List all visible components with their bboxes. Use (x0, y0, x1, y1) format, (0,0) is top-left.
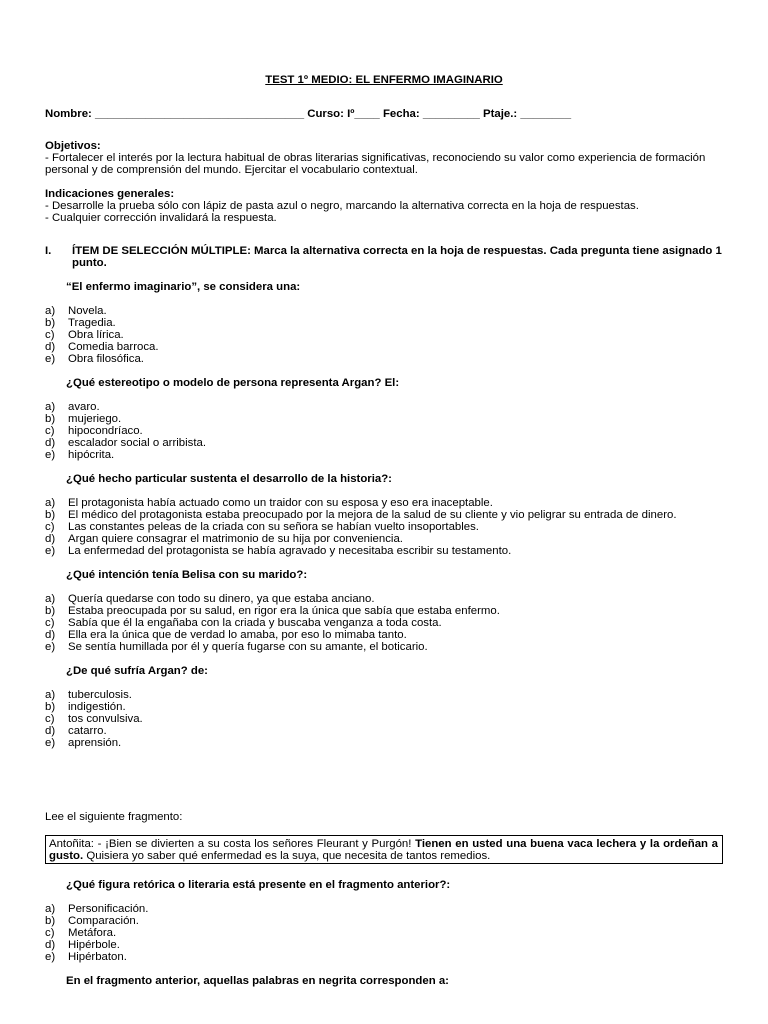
instructions-heading: Indicaciones generales: (45, 188, 175, 200)
option-text: tuberculosis. (68, 689, 132, 701)
option-item (45, 951, 723, 963)
option-text: Las constantes peleas de la criada con su señora se habían vuelto insoportables. (68, 521, 479, 533)
option-letter: d) (45, 533, 56, 545)
option-text: avaro. (68, 401, 100, 413)
option-letter: c) (45, 617, 55, 629)
option-text: mujeriego. (68, 413, 122, 425)
option-letter: a) (45, 497, 56, 509)
option-text: escalador social o arribista. (68, 437, 207, 449)
option-item (45, 605, 723, 617)
option-item (45, 725, 723, 737)
option-letter: b) (45, 509, 56, 521)
score-field: Ptaje.: ________ (483, 108, 572, 120)
option-letter: c) (45, 713, 55, 725)
options-list (45, 689, 723, 749)
option-item (45, 593, 723, 605)
option-letter: d) (45, 437, 56, 449)
question-title: ¿Qué figura retórica o literaria está presente en el fragmento anterior?: (66, 879, 451, 891)
option-item (45, 939, 723, 951)
option-item (45, 545, 723, 557)
section-text: ÍTEM DE SELECCIÓN MÚLTIPLE: Marca la alternativa correcta en la hoja de respuestas. Cada pregunta tiene asignado 1 punto. (72, 245, 722, 269)
student-header (45, 108, 723, 120)
option-text: Novela. (68, 305, 107, 317)
option-text: Quería quedarse con todo su dinero, ya que estaba anciano. (68, 593, 375, 605)
option-text: aprensión. (68, 737, 122, 749)
option-letter: c) (45, 927, 55, 939)
option-item (45, 713, 723, 725)
option-text: Metáfora. (68, 927, 117, 939)
option-letter: b) (45, 605, 56, 617)
option-text: Obra lírica. (68, 329, 124, 341)
option-text: Tragedia. (68, 317, 116, 329)
option-text: Hipérbole. (68, 939, 120, 951)
question-title: En el fragmento anterior, aquellas palabras en negrita corresponden a: (66, 975, 449, 987)
instruction-line: - Desarrolle la prueba sólo con lápiz de pasta azul o negro, marcando la alternativa correcta en la hoja de respuestas. (45, 200, 639, 212)
option-letter: d) (45, 629, 56, 641)
option-letter: a) (45, 305, 56, 317)
option-text: La enfermedad del protagonista se había agravado y necesitaba escribir su testamento. (68, 545, 512, 557)
option-text: El médico del protagonista estaba preocupado por la mejora de la salud de su cliente y vio peligrar su entrada de dinero. (68, 509, 677, 521)
option-item (45, 401, 723, 413)
question-title: ¿Qué estereotipo o modelo de persona representa Argan? El: (66, 377, 400, 389)
option-item (45, 521, 723, 533)
option-text: Obra filosófica. (68, 353, 144, 365)
option-letter: c) (45, 425, 55, 437)
options-list (45, 497, 723, 557)
option-text: indigestión. (68, 701, 126, 713)
instructions-block (45, 188, 723, 224)
option-letter: e) (45, 545, 56, 557)
option-item (45, 437, 723, 449)
option-text: Personificación. (68, 903, 149, 915)
option-item (45, 617, 723, 629)
fragment-lead: Lee el siguiente fragmento: (45, 811, 183, 823)
option-text: El protagonista había actuado como un traidor con su esposa y eso era inaceptable. (68, 497, 493, 509)
option-text: Comedia barroca. (68, 341, 159, 353)
option-letter: a) (45, 903, 56, 915)
option-item (45, 317, 723, 329)
date-field: Fecha: _________ (382, 108, 480, 120)
option-letter: a) (45, 401, 56, 413)
fragment-box (45, 835, 723, 864)
option-item (45, 641, 723, 653)
option-item (45, 329, 723, 341)
option-text: tos convulsiva. (68, 713, 143, 725)
option-text: catarro. (68, 725, 107, 737)
option-text: Comparación. (68, 915, 139, 927)
option-letter: a) (45, 593, 56, 605)
option-letter: d) (45, 725, 56, 737)
option-text: hipócrita. (68, 449, 115, 461)
option-letter: e) (45, 641, 56, 653)
objectives-heading: Objetivos: (45, 140, 101, 152)
option-item (45, 353, 723, 365)
option-text: hipocondríaco. (68, 425, 143, 437)
option-item (45, 701, 723, 713)
name-field: Nombre: _________________________________ (45, 108, 305, 120)
option-text: Se sentía humillada por él y quería fugarse con su amante, el boticario. (68, 641, 428, 653)
option-item (45, 509, 723, 521)
options-list (45, 903, 723, 963)
question-title: ¿De qué sufría Argan? de: (66, 665, 208, 677)
option-letter: b) (45, 915, 56, 927)
option-item (45, 449, 723, 461)
option-text: Argan quiere consagrar el matrimonio de su hija por conveniencia. (68, 533, 403, 545)
option-item (45, 341, 723, 353)
option-item (45, 689, 723, 701)
option-letter: c) (45, 329, 55, 341)
option-letter: e) (45, 449, 56, 461)
option-text: Ella era la única que de verdad lo amaba, por eso lo mimaba tanto. (68, 629, 407, 641)
option-letter: e) (45, 951, 56, 963)
option-letter: d) (45, 939, 56, 951)
option-text: Estaba preocupada por su salud, en rigor era la única que sabía que estaba enfermo. (68, 605, 500, 617)
option-letter: b) (45, 317, 56, 329)
option-letter: e) (45, 737, 56, 749)
fragment-bold-text: Tienen en usted una buena vaca lechera y la ordeñan a gusto. (49, 838, 719, 862)
question-title: “El enfermo imaginario”, se considera una: (66, 281, 301, 293)
option-item (45, 425, 723, 437)
section-heading (45, 245, 723, 269)
option-letter: d) (45, 341, 56, 353)
option-letter: c) (45, 521, 55, 533)
option-item (45, 629, 723, 641)
options-list (45, 305, 723, 365)
option-item (45, 903, 723, 915)
options-list (45, 401, 723, 461)
option-item (45, 737, 723, 749)
test-page (45, 74, 723, 999)
fragment-text: Antoñita: - ¡Bien se divierten a su costa los señores Fleurant y Purgón! (49, 838, 416, 850)
section-number: I. (45, 245, 52, 257)
course-field: Curso: Iº____ (307, 108, 380, 120)
objectives-block (45, 140, 723, 176)
test-title: TEST 1º MEDIO: EL ENFERMO IMAGINARIO (265, 74, 503, 86)
option-item (45, 413, 723, 425)
option-text: Hipérbaton. (68, 951, 127, 963)
option-letter: b) (45, 701, 56, 713)
questions-list (45, 281, 723, 749)
instruction-line: - Cualquier corrección invalidará la respuesta. (45, 212, 277, 224)
question-title: ¿Qué intención tenía Belisa con su marido?: (66, 569, 308, 581)
option-text: Sabía que él la engañaba con la criada y buscaba venganza a toda costa. (68, 617, 442, 629)
option-letter: a) (45, 689, 56, 701)
option-item (45, 533, 723, 545)
option-item (45, 497, 723, 509)
objectives-text: - Fortalecer el interés por la lectura habitual de obras literarias significativas, reconociendo su valor como experiencia de formación personal y de comprensión del mundo. Ejercitar el vocabulario contextual. (45, 152, 706, 176)
options-list (45, 593, 723, 653)
option-item (45, 305, 723, 317)
option-letter: b) (45, 413, 56, 425)
option-item (45, 915, 723, 927)
option-item (45, 927, 723, 939)
option-letter: e) (45, 353, 56, 365)
fragment-text: Quisiera yo saber qué enfermedad es la suya, que necesita de tantos remedios. (83, 850, 491, 862)
question-title: ¿Qué hecho particular sustenta el desarrollo de la historia?: (66, 473, 392, 485)
